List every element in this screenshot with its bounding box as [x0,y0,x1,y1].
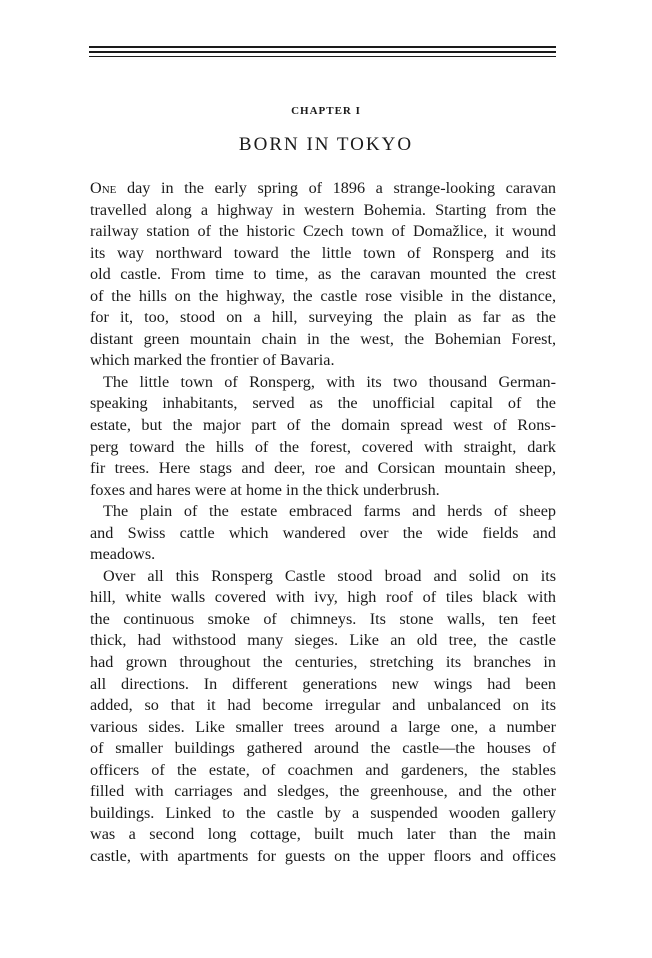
chapter-title: BORN IN TOKYO [238,134,414,155]
text-line: of smaller buildings gathered around the castle—the houses of [90,739,556,758]
text-line: fir trees. Here stags and deer, roe and Corsican mountain sheep, [90,459,556,478]
text-line: for it, too, stood on a hill, surveying the plain as far as the [90,308,556,327]
text-line: its way northward toward the little town of Ronsperg and its [90,243,556,262]
text-line: added, so that it had become irregular and unbalanced on its [90,696,556,715]
line-text: day in the early spring of 1896 a strange-looking caravan [116,179,556,197]
text-line: Over all this Ronsperg Castle stood broad and solid on its [103,566,556,585]
text-line: distant green mountain chain in the west, the Bohemian Forest, [90,329,556,348]
text-line: meadows. [90,545,156,564]
text-line: castle, with apartments for guests on the upper floors and offices [90,846,556,865]
text-line: had grown throughout the centuries, stretching its branches in [90,653,556,672]
top-rule-middle [89,51,556,53]
text-line: foxes and hares were at home in the thick underbrush. [90,480,440,499]
text-line: perg toward the hills of the forest, covered with straight, dark [90,437,556,456]
text-line: officers of the estate, of coachmen and gardeners, the stables [90,760,556,779]
text-line: railway station of the historic Czech town of Domažlice, it wound [90,222,556,241]
body-text [90,178,556,868]
top-rule-lower [89,56,556,57]
text-line: which marked the frontier of Bavaria. [90,351,335,370]
text-line: thick, had withstood many sieges. Like an old tree, the castle [90,631,556,650]
text-line: various sides. Like smaller trees around a large one, a number [90,717,556,736]
text-line: old castle. From time to time, as the caravan mounted the crest [90,265,556,284]
text-line: estate, but the major part of the domain spread west of Rons- [90,416,556,435]
text-line: was a second long cottage, built much later than the main [90,825,556,844]
text-line: hill, white walls covered with ivy, high roof of tiles black with [90,588,556,607]
chapter-label: CHAPTER I [291,105,361,117]
top-rule-upper [89,46,556,48]
text-line: of the hills on the highway, the castle rose visible in the distance, [90,286,556,305]
text-line: The little town of Ronsperg, with its two thousand German- [103,372,556,391]
text-line: buildings. Linked to the castle by a suspended wooden gallery [90,803,556,822]
text-line: all directions. In different generations new wings had been [90,674,556,693]
text-line: the continuous smoke of chimneys. Its stone walls, ten feet [90,609,556,628]
text-line: and Swiss cattle which wandered over the wide fields and [90,523,556,542]
first-word-small-caps: One [90,179,117,197]
text-line: travelled along a highway in western Bohemia. Starting from the [90,200,556,219]
text-line: The plain of the estate embraced farms and herds of sheep [103,502,556,521]
text-line: filled with carriages and sledges, the greenhouse, and the other [90,782,556,801]
text-line: speaking inhabitants, served as the unofficial capital of the [90,394,556,413]
text-line [90,178,556,200]
